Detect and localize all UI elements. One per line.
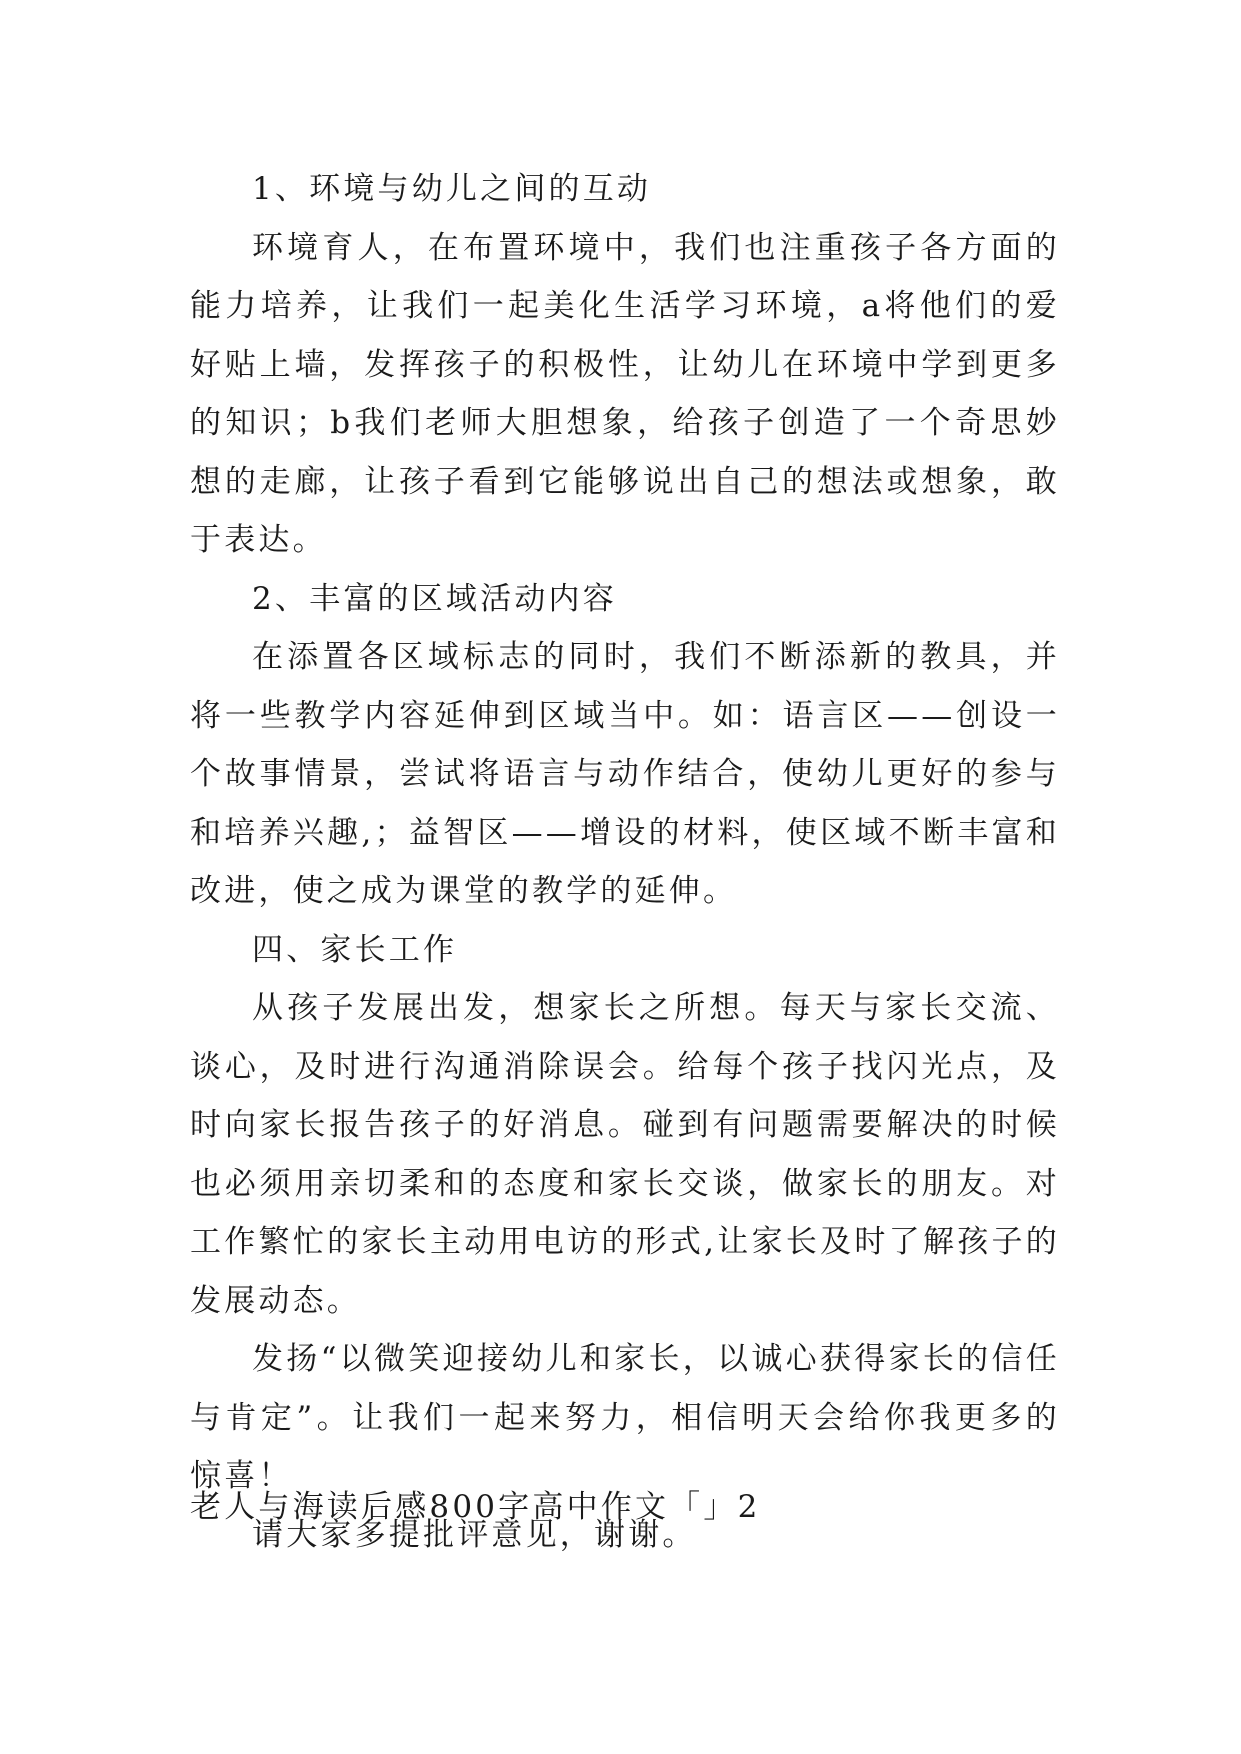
document-body [190,160,1060,1564]
next-article-title: 老人与海读后感800字高中作文「」2 [190,1489,761,1525]
paragraph-environment: 环境育人，在布置环境中，我们也注重孩子各方面的能力培养，让我们一起美化生活学习环境，a将他们的爱好贴上墙，发挥孩子的积极性，让幼儿在环境中学到更多的知识；b我们老师大胆想象，给孩子创造了一个奇思妙想的走廊，让孩子看到它能够说出自己的想法或想象，敢于表达。 [190,229,1060,558]
paragraph-area-activities: 在添置各区域标志的同时，我们不断添新的教具，并将一些教学内容延伸到区域当中。如：语言区——创设一个故事情景，尝试将语言与动作结合，使幼儿更好的参与和培养兴趣,；益智区——增设的材料，使区域不断丰富和改进，使之成为课堂的教学的延伸。 [190,639,1060,909]
section-heading-parent-work: 四、家长工作 [252,931,458,968]
paragraph-parent-work: 从孩子发展出发，想家长之所想。每天与家长交流、谈心，及时进行沟通消除误会。给每个孩子找闪光点，及时向家长报告孩子的好消息。碰到有问题需要解决的时候也必须用亲切柔和的态度和家长交谈，做家长的朋友。对工作繁忙的家长主动用电访的形式,让家长及时了解孩子的发展动态。 [190,990,1060,1319]
paragraph-closing-motto: 发扬“以微笑迎接幼儿和家长，以诚心获得家长的信任与肯定”。让我们一起来努力，相信明天会给你我更多的惊喜！ [190,1341,1060,1494]
paragraph-thanks: 请大家多提批评意见，谢谢。 [252,1516,697,1553]
section-heading-environment: 1、环境与幼儿之间的互动 [252,171,652,207]
section-heading-area-activities: 2、丰富的区域活动内容 [252,580,617,617]
